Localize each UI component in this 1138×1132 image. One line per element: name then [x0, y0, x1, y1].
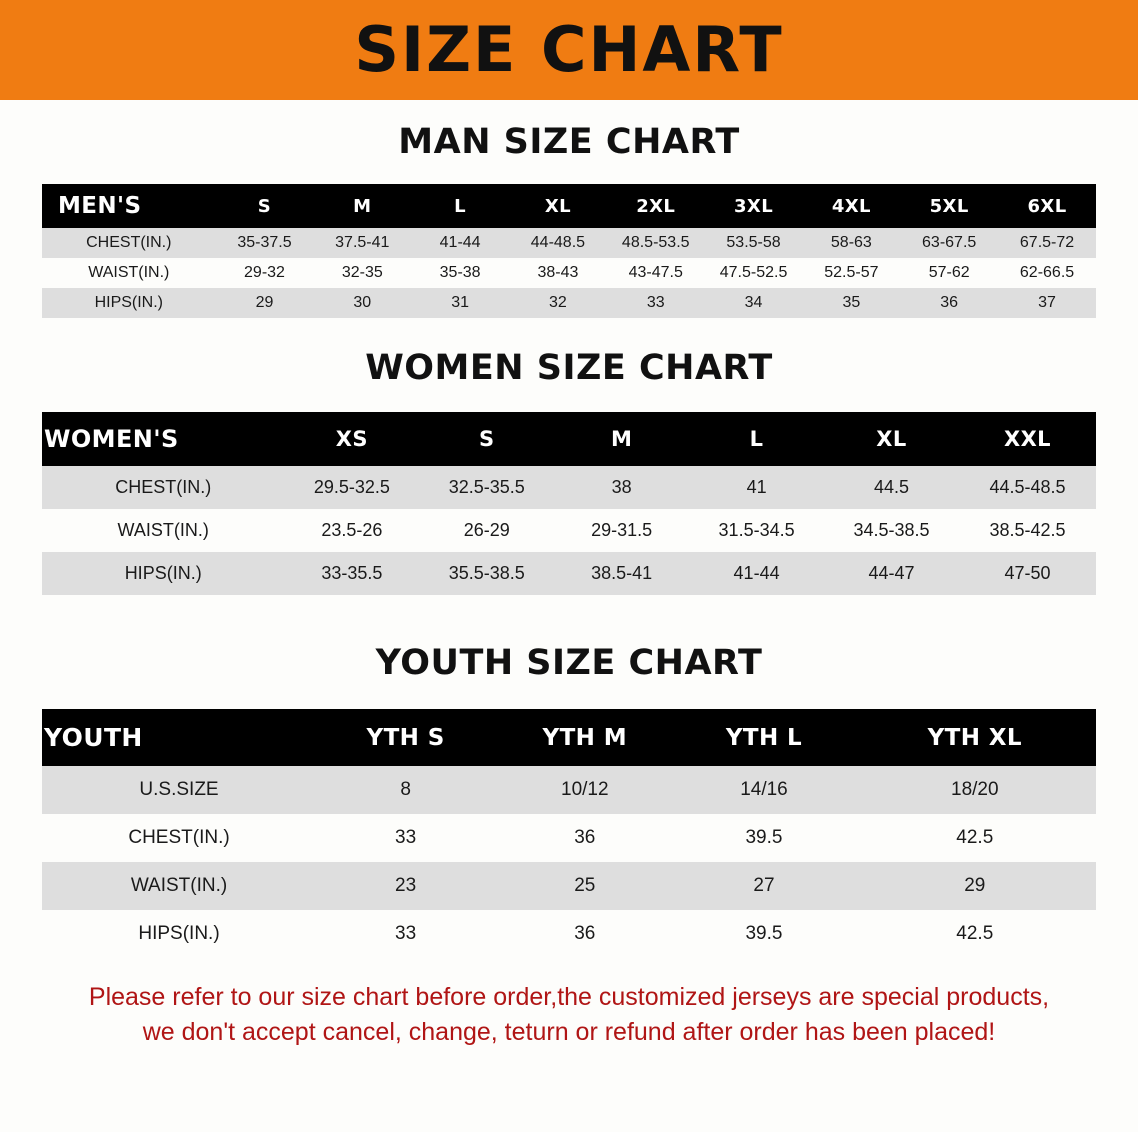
table-header-row — [42, 184, 1096, 228]
men-row-label-hips: HIPS(IN.) — [42, 288, 216, 318]
disclaimer-note — [40, 980, 1098, 1049]
youth-header-l: YTH L — [674, 709, 853, 766]
youth-header-label: YOUTH — [42, 709, 316, 766]
table-header-row — [42, 412, 1096, 466]
youth-row-label-chest: CHEST(IN.) — [42, 814, 316, 862]
table-row — [42, 509, 1096, 552]
youth-hips-s: 33 — [316, 910, 495, 958]
youth-row-label-ussize: U.S.SIZE — [42, 766, 316, 814]
men-header-label: MEN'S — [42, 184, 216, 228]
men-hips-2xl: 33 — [607, 288, 705, 318]
men-waist-l: 35-38 — [411, 258, 509, 288]
men-waist-xl: 38-43 — [509, 258, 607, 288]
table-row — [42, 766, 1096, 814]
men-waist-m: 32-35 — [313, 258, 411, 288]
youth-table-wrap — [42, 709, 1096, 958]
women-waist-m: 29-31.5 — [554, 509, 689, 552]
men-header-l: L — [411, 184, 509, 228]
youth-waist-l: 27 — [674, 862, 853, 910]
youth-section-heading: YOUTH SIZE CHART — [375, 643, 763, 683]
women-waist-l: 31.5-34.5 — [689, 509, 824, 552]
table-row — [42, 466, 1096, 509]
women-waist-xxl: 38.5-42.5 — [959, 509, 1096, 552]
table-header-row — [42, 709, 1096, 766]
men-waist-3xl: 47.5-52.5 — [705, 258, 803, 288]
men-chest-m: 37.5-41 — [313, 228, 411, 258]
women-header-s: S — [419, 412, 554, 466]
women-chest-l: 41 — [689, 466, 824, 509]
women-chest-s: 32.5-35.5 — [419, 466, 554, 509]
women-header-xl: XL — [824, 412, 959, 466]
men-header-s: S — [216, 184, 314, 228]
women-chest-xl: 44.5 — [824, 466, 959, 509]
men-chest-s: 35-37.5 — [216, 228, 314, 258]
women-header-l: L — [689, 412, 824, 466]
men-waist-5xl: 57-62 — [900, 258, 998, 288]
women-chest-xxl: 44.5-48.5 — [959, 466, 1096, 509]
women-waist-xl: 34.5-38.5 — [824, 509, 959, 552]
youth-hips-xl: 42.5 — [854, 910, 1096, 958]
women-row-label-hips: HIPS(IN.) — [42, 552, 284, 595]
women-hips-s: 35.5-38.5 — [419, 552, 554, 595]
men-chest-4xl: 58-63 — [802, 228, 900, 258]
women-hips-m: 38.5-41 — [554, 552, 689, 595]
youth-waist-xl: 29 — [854, 862, 1096, 910]
men-row-label-chest: CHEST(IN.) — [42, 228, 216, 258]
table-row — [42, 288, 1096, 318]
youth-chest-m: 36 — [495, 814, 674, 862]
youth-row-label-waist: WAIST(IN.) — [42, 862, 316, 910]
women-waist-s: 26-29 — [419, 509, 554, 552]
men-hips-3xl: 34 — [705, 288, 803, 318]
men-chest-5xl: 63-67.5 — [900, 228, 998, 258]
youth-chest-l: 39.5 — [674, 814, 853, 862]
women-section-heading: WOMEN SIZE CHART — [365, 348, 773, 388]
table-row — [42, 910, 1096, 958]
men-waist-2xl: 43-47.5 — [607, 258, 705, 288]
youth-ussize-s: 8 — [316, 766, 495, 814]
women-header-m: M — [554, 412, 689, 466]
men-chest-6xl: 67.5-72 — [998, 228, 1096, 258]
women-header-xs: XS — [284, 412, 419, 466]
men-hips-s: 29 — [216, 288, 314, 318]
men-header-6xl: 6XL — [998, 184, 1096, 228]
table-row — [42, 862, 1096, 910]
women-hips-l: 41-44 — [689, 552, 824, 595]
women-chest-xs: 29.5-32.5 — [284, 466, 419, 509]
youth-chest-s: 33 — [316, 814, 495, 862]
youth-chest-xl: 42.5 — [854, 814, 1096, 862]
youth-hips-l: 39.5 — [674, 910, 853, 958]
page-title: SIZE CHART — [354, 13, 784, 86]
men-header-4xl: 4XL — [802, 184, 900, 228]
men-chest-3xl: 53.5-58 — [705, 228, 803, 258]
women-row-label-waist: WAIST(IN.) — [42, 509, 284, 552]
men-chest-2xl: 48.5-53.5 — [607, 228, 705, 258]
women-hips-xxl: 47-50 — [959, 552, 1096, 595]
women-size-table — [42, 412, 1096, 595]
table-row — [42, 814, 1096, 862]
men-waist-s: 29-32 — [216, 258, 314, 288]
men-hips-l: 31 — [411, 288, 509, 318]
women-header-xxl: XXL — [959, 412, 1096, 466]
youth-waist-s: 23 — [316, 862, 495, 910]
women-chest-m: 38 — [554, 466, 689, 509]
disclaimer-line-2: we don't accept cancel, change, teturn or refund after order has been placed! — [142, 1017, 996, 1046]
youth-header-m: YTH M — [495, 709, 674, 766]
women-row-label-chest: CHEST(IN.) — [42, 466, 284, 509]
men-row-label-waist: WAIST(IN.) — [42, 258, 216, 288]
youth-ussize-m: 10/12 — [495, 766, 674, 814]
men-hips-4xl: 35 — [802, 288, 900, 318]
men-header-m: M — [313, 184, 411, 228]
men-hips-xl: 32 — [509, 288, 607, 318]
man-table-wrap — [42, 184, 1096, 318]
women-header-label: WOMEN'S — [42, 412, 284, 466]
women-hips-xl: 44-47 — [824, 552, 959, 595]
women-waist-xs: 23.5-26 — [284, 509, 419, 552]
men-hips-5xl: 36 — [900, 288, 998, 318]
men-waist-6xl: 62-66.5 — [998, 258, 1096, 288]
youth-row-label-hips: HIPS(IN.) — [42, 910, 316, 958]
men-hips-6xl: 37 — [998, 288, 1096, 318]
men-header-xl: XL — [509, 184, 607, 228]
man-section-heading: MAN SIZE CHART — [398, 122, 740, 162]
youth-ussize-xl: 18/20 — [854, 766, 1096, 814]
table-row — [42, 228, 1096, 258]
men-chest-l: 41-44 — [411, 228, 509, 258]
youth-hips-m: 36 — [495, 910, 674, 958]
men-size-table — [42, 184, 1096, 318]
table-row — [42, 258, 1096, 288]
disclaimer-line-1: Please refer to our size chart before order,the customized jerseys are special products, — [88, 983, 1050, 1011]
youth-waist-m: 25 — [495, 862, 674, 910]
men-chest-xl: 44-48.5 — [509, 228, 607, 258]
youth-ussize-l: 14/16 — [674, 766, 853, 814]
men-header-2xl: 2XL — [607, 184, 705, 228]
table-row — [42, 552, 1096, 595]
men-hips-m: 30 — [313, 288, 411, 318]
men-header-3xl: 3XL — [705, 184, 803, 228]
youth-header-s: YTH S — [316, 709, 495, 766]
youth-size-table — [42, 709, 1096, 958]
women-table-wrap — [42, 412, 1096, 595]
page-banner — [0, 0, 1138, 100]
women-hips-xs: 33-35.5 — [284, 552, 419, 595]
youth-header-xl: YTH XL — [854, 709, 1096, 766]
men-waist-4xl: 52.5-57 — [802, 258, 900, 288]
men-header-5xl: 5XL — [900, 184, 998, 228]
